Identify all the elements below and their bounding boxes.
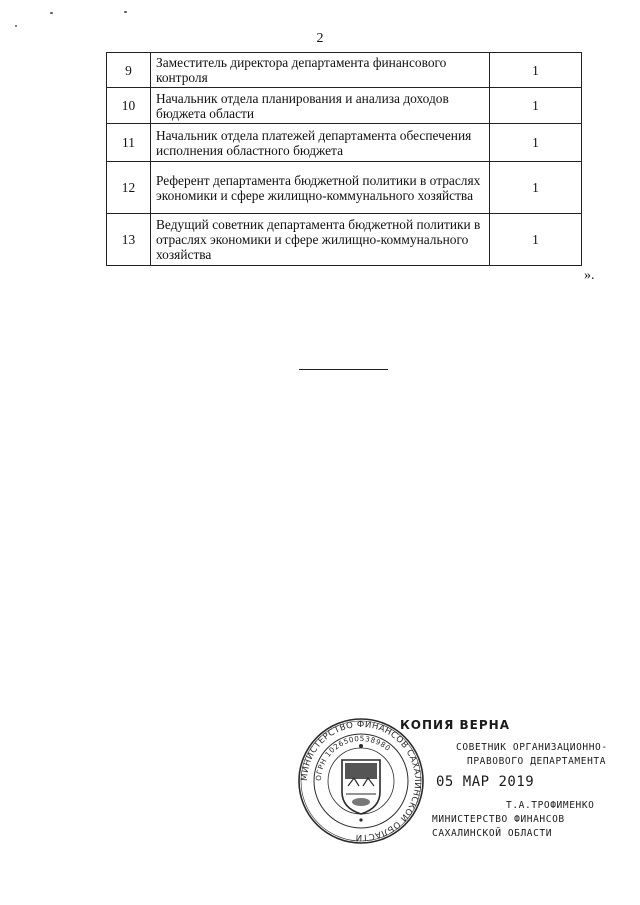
certification-role: ПРАВОВОГО ДЕПАРТАМЕНТА [467,756,607,767]
page-number: 2 [316,31,324,46]
position-count: 1 [490,53,582,88]
position-title: Заместитель директора департамента финансового контроля [151,53,490,88]
seal-inner-text: ОГРН 1026500538980 [313,733,393,782]
position-title: Референт департамента бюджетной политики в отраслях экономики и сфере жилищно-коммунального хозяйства [151,162,490,214]
table-row [107,162,582,214]
certification-block [296,716,608,846]
staff-table [106,52,582,266]
row-number: 12 [107,162,151,214]
certification-signer: Т.А.ТРОФИМЕНКО [506,800,595,811]
closing-quote: ». [584,268,595,283]
position-count: 1 [490,214,582,266]
scan-speck [50,12,53,14]
table-row [107,88,582,124]
certification-date: 05 МАР 2019 [436,774,535,790]
row-number: 9 [107,53,151,88]
position-count: 1 [490,88,582,124]
certification-role: СОВЕТНИК ОРГАНИЗАЦИОННО- [456,742,608,753]
table-row [107,124,582,162]
table-row [107,214,582,266]
scan-speck [15,25,17,27]
row-number: 10 [107,88,151,124]
scan-speck [124,11,127,13]
position-title: Ведущий советник департамента бюджетной политики в отраслях экономики и сфере жилищно-коммунального хозяйства [151,214,490,266]
official-seal [296,716,426,846]
position-count: 1 [490,124,582,162]
certification-organization: МИНИСТЕРСТВО ФИНАНСОВ [432,814,565,825]
seal-outer-text: МИНИСТЕРСТВО ФИНАНСОВ САХАЛИНСКОЙ ОБЛАСТИ [299,719,423,843]
row-number: 13 [107,214,151,266]
row-number: 11 [107,124,151,162]
table-row [107,53,582,88]
separator-line [299,369,388,370]
position-title: Начальник отдела планирования и анализа доходов бюджета области [151,88,490,124]
position-title: Начальник отдела платежей департамента обеспечения исполнения областного бюджета [151,124,490,162]
certification-organization: САХАЛИНСКОЙ ОБЛАСТИ [432,828,553,839]
certification-title: КОПИЯ ВЕРНА [400,718,510,732]
coat-of-arms-icon [342,744,380,822]
position-count: 1 [490,162,582,214]
